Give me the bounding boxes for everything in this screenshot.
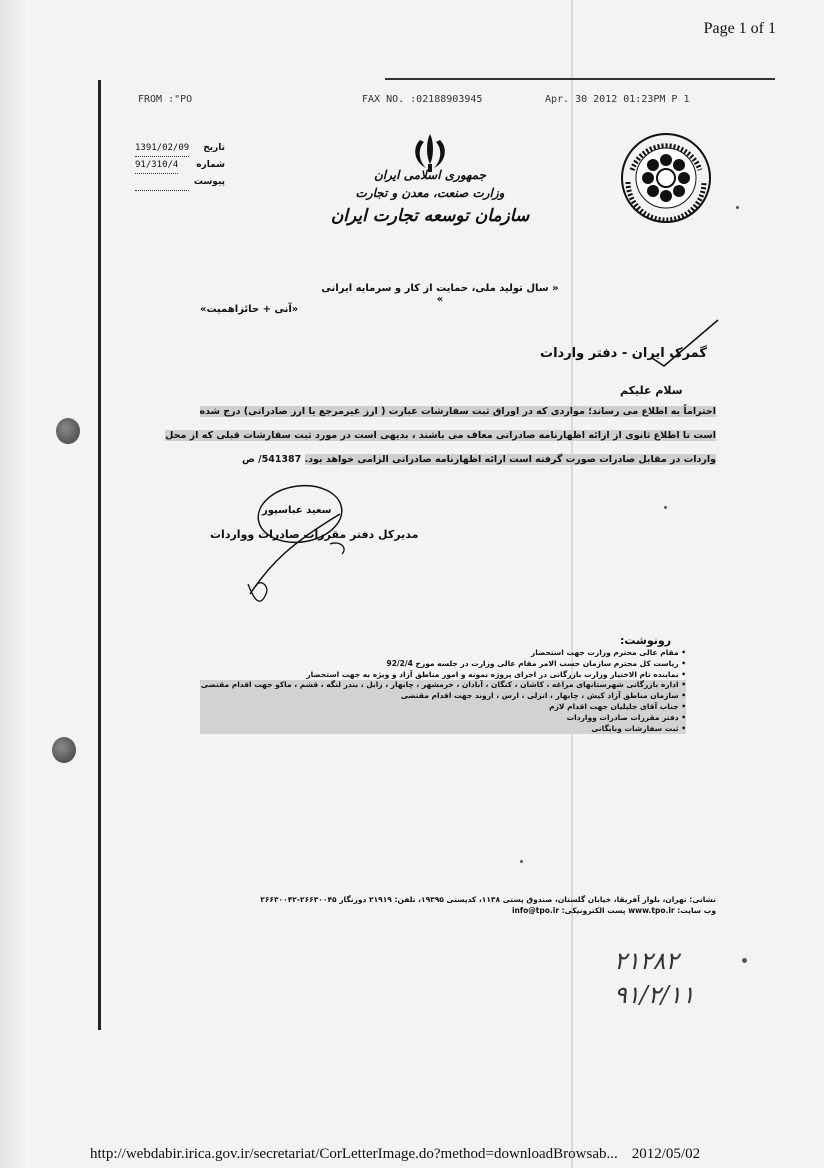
attachment-blank xyxy=(135,174,189,191)
punch-hole-icon xyxy=(56,418,80,444)
fax-number: FAX NO. :02188903945 xyxy=(362,94,483,105)
letter-attachment-row xyxy=(135,174,225,191)
letterhead-ministry: وزارت صنعت، معدن و تجارت xyxy=(355,186,505,200)
letterhead-address xyxy=(160,894,716,916)
cc-item: • دفتر مقررات صادرات وواردات xyxy=(200,713,686,724)
letter-meta-block xyxy=(135,140,225,191)
signer-title: مدیرکل دفتر مقررات صادرات وواردات xyxy=(210,528,419,541)
address-line-2: وب سایت: www.tpo.ir پست الکترونیکی: info@tpo.ir xyxy=(511,906,716,915)
contact-email: info@tpo.ir xyxy=(511,906,560,915)
cc-item: • سازمان مناطق آزاد کیش ، چابهار ، انزلی ، ارس ، اروند جهت اقدام مقتضی xyxy=(200,691,686,702)
scan-speck xyxy=(664,506,667,509)
cc-title: رونوشت: xyxy=(620,634,672,647)
letter-number: 91/310/4 xyxy=(135,157,178,174)
cc-item: • جناب آقای جلیلیان جهت اقدام لازم xyxy=(200,702,686,713)
letterhead-organization: سازمان توسعه تجارت ایران xyxy=(330,206,530,226)
date-label: تاریخ xyxy=(203,143,225,153)
tpo-logo-icon xyxy=(618,130,714,226)
handwritten-date: ۹۱/۲/۱۱ xyxy=(614,981,695,1009)
fax-date-time: Apr. 30 2012 01:23PM P 1 xyxy=(545,94,690,105)
fax-frame-top-border xyxy=(385,78,775,80)
body-line-1: احتراماً به اطلاع می رساند؛ مواردی که در اوراق ثبت سفارشات عبارت ( ارز غیرمرجع یا ارز صادراتی) درج شده xyxy=(199,406,716,417)
signature-icon xyxy=(230,474,380,614)
year-slogan: « سال تولید ملی، حمایت از کار و سرمایه ایرانی » xyxy=(321,283,559,305)
letter-date: 1391/02/09 xyxy=(135,140,189,157)
paper-fold-line xyxy=(571,0,573,1168)
attachment-label: پیوست xyxy=(193,177,225,187)
fax-frame-left-border xyxy=(98,80,101,1030)
scan-speck xyxy=(520,860,523,863)
address-line-1: نشانی: تهران، بلوار آفریقا، خیابان گلستان، صندوق پستی ۱۱۳۸، کدپستی ۱۹۳۹۵، تلفن: ۲۱۹۱۹ دورنگار ۲۶۶۳۰۰۴۵-۲۶۶۳۰۰۴۲ xyxy=(260,895,716,904)
letterhead-country: جمهوری اسلامی ایران xyxy=(373,168,487,182)
body-reference: 541387/ ص xyxy=(242,454,302,465)
print-page-header: Page 1 of 1 xyxy=(703,20,776,37)
print-footer xyxy=(90,1146,700,1163)
fax-from: FROM :"PO xyxy=(138,94,193,105)
letter-date-row xyxy=(135,140,225,157)
scan-edge-shade xyxy=(0,0,28,1168)
letter-number-row xyxy=(135,157,225,174)
cc-item: • اداره بازرگانی شهرستانهای مراغه ، کاشان ، کنگان ، آبادان ، خرمشهر ، چابهار ، زابل ، بندر لنگه ، قشم ، ماکو جهت اقدام مقتضی xyxy=(200,680,686,691)
cc-list xyxy=(200,648,686,734)
body-line-2: است تا اطلاع ثانوی از ارائه اظهارنامه صادراتی معاف می باشند ، بدیهی است در مورد ثبت سفارشات قبلی که از محل xyxy=(165,430,716,441)
letter-body xyxy=(160,400,716,472)
greeting: سلام علیکم xyxy=(620,384,683,397)
print-footer-date: 2012/05/02 xyxy=(631,1146,701,1162)
letterhead xyxy=(330,168,530,226)
cc-item: • نماینده تام الاختیار وزارت بازرگانی در اجرای پروژه نمونه و امور مناطق آزاد و ویژه به جهت استحضار xyxy=(200,670,686,681)
print-footer-url: http://webdabir.irica.gov.ir/secretariat/CorLetterImage.do?method=downloadBrowsab... xyxy=(90,1146,618,1162)
punch-hole-icon xyxy=(52,737,76,763)
scan-speck xyxy=(736,206,739,209)
cc-item: • مقام عالی محترم وزارت جهت استحضار xyxy=(200,648,686,659)
body-line-3: واردات در مقابل صادرات صورت گرفته است ارائه اظهارنامه صادراتی الزامی خواهد بود. 541387/ ص xyxy=(242,454,716,465)
signer-name: سعید عباسپور xyxy=(262,505,332,516)
recipient: گمرک ایران - دفتر واردات xyxy=(540,346,707,361)
scan-speck xyxy=(742,958,747,963)
handwritten-note xyxy=(614,944,695,1012)
cc-item: • ثبت سفارشات وبایگانی xyxy=(200,724,686,735)
urgency-marker: «آنی + حائزاهمیت» xyxy=(200,304,299,315)
number-label: شماره xyxy=(196,160,225,170)
handwritten-number: ۲۱۲۸۲ xyxy=(614,947,679,975)
cc-item: • ریاست کل محترم سازمان حسب الامر مقام عالی وزارت در جلسه مورخ 92/2/4 xyxy=(200,659,686,670)
